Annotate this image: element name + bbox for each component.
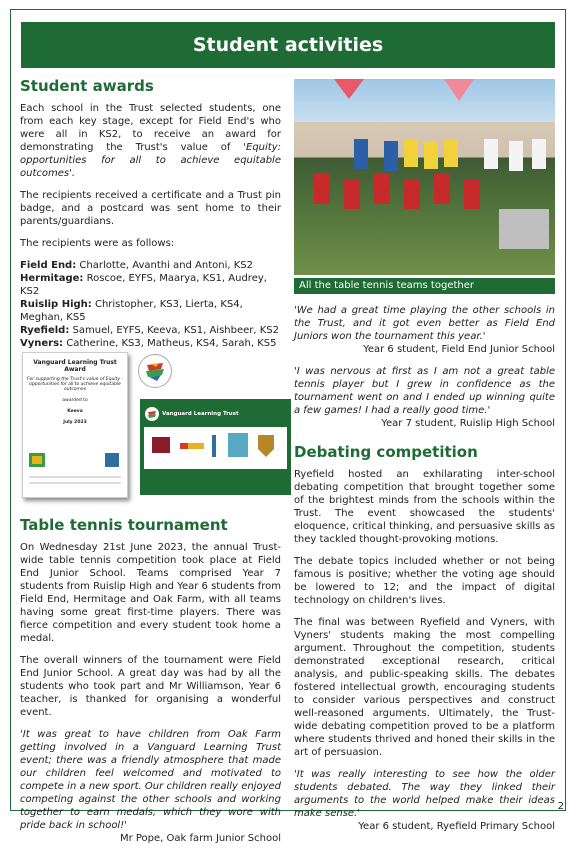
tennis-quote-1: 'It was great to have children from Oak Farm getting involved in a Vanguard Learning Trust event; there was a friendly atmosphere that made our children feel welcomed and motivated to compete in a new sport. Our children really enjoyed competing against the other schools and working together to earn medals, which they wore with pride back in school!': [20, 729, 281, 831]
tennis-quote-1-attribution: Mr Pope, Oak farm Junior School: [119, 833, 281, 844]
tennis-quote-3-attribution: Year 7 student, Ruislip High School: [381, 418, 555, 429]
debating-quote: 'It was really interesting to see how the older students debated. The way they linked their arguments to the world helped make their ideas make sense.': [294, 769, 555, 819]
award-certificate-image: [22, 352, 128, 498]
page-title: Student activities: [21, 22, 555, 68]
recipient-row: Hermitage: Roscoe, EYFS, Maarya, KS1, Audrey, KS2: [20, 273, 267, 297]
postcard-title: Vanguard Learning Trust: [162, 411, 239, 417]
tennis-quote-3: 'I was nervous at first as I am not a great table tennis player but I grew in confidence as the tournament went on and I ended up winning quite a few games! I had a really good time.': [294, 366, 555, 416]
awards-list-intro: The recipients were as follows:: [20, 238, 175, 249]
table-tennis-photo: [294, 79, 555, 275]
recipient-row: Ruislip High: Christopher, KS3, Lierta, KS4, Meghan, KS5: [20, 299, 243, 323]
awards-intro: Each school in the Trust selected students, one from each key stage, except for Field End's who were all in KS2, to receive an award for demonstrating the Trust's value of 'Equity: opportunities for all to achieve equitable outcomes'.: [20, 103, 281, 179]
debating-quote-attribution: Year 6 student, Ryefield Primary School: [358, 821, 555, 832]
tennis-quote-2: 'We had a great time playing the other schools in the Trust, and it got even better as Field End Juniors won the tournament this year.': [294, 305, 555, 342]
debating-heading: Debating competition: [294, 443, 478, 461]
photo-caption: All the table tennis teams together: [294, 278, 555, 294]
debating-paragraph-3: The final was between Ryefield and Vyners, with Vyners' students making the most compelling argument. Throughout the competition, students demonstrated exceptional research, critical analysis, and public-speaking skills. The debates fostered intellectual growth, encouraging students to consider various perspectives and construct well-reasoned arguments. Ultimately, the Trust-wide debating competition proved to be a platform where students thrived and honed their skills in the art of persuasion.: [294, 617, 555, 758]
certificate-title: Vanguard Learning Trust Award: [33, 359, 117, 373]
recipient-row: Vyners: Catherine, KS3, Matheus, KS4, Sarah, KS5: [20, 338, 277, 349]
postcard-image: [140, 399, 291, 495]
tennis-quote-2-attribution: Year 6 student, Field End Junior School: [363, 344, 555, 355]
debating-paragraph-1: Ryefield hosted an exhilarating inter-school debating competition that brought together some of the brightest minds from the schools within the Trust. The event showcased the students' eloquence, critical thinking, and persuasive skills as they tackled thought-provoking motions.: [294, 469, 555, 545]
certificate-date: July 2023: [63, 420, 87, 425]
tennis-left-section: [20, 515, 281, 854]
certificate-footer-graphic: [29, 453, 121, 489]
postcard-logo-icon: [145, 407, 159, 421]
trust-logo-icon: [138, 354, 172, 388]
awards-recipients-text: The recipients received a certificate and a Trust pin badge, and a postcard was sent home to their parents/guardians.: [20, 190, 281, 227]
right-column: [294, 79, 555, 842]
certificate-name: Keeva: [67, 409, 83, 414]
page-number: 2: [557, 801, 564, 812]
certificate-subtitle: For supporting the Trust's value of Equity - opportunities for all to achieve equitable outcomes: [26, 377, 124, 392]
recipients-list: [20, 259, 281, 350]
tennis-paragraph-2: The overall winners of the tournament were Field End Junior School. A great day was had by all the students who took part and Mr Williamson, Year 6 teacher, is thanked for organising a wonderful event.: [20, 655, 281, 718]
debating-paragraph-2: The debate topics included whether or not being famous is positive; whether the voting age should be lowered to 12; and the impact of digital technology on children's lives.: [294, 556, 555, 606]
school-logos-strip: [144, 427, 287, 469]
recipient-row: Field End: Charlotte, Avanthi and Antoni, KS2: [20, 260, 254, 271]
certificate-awarded: awarded to: [62, 398, 88, 403]
awards-heading: Student awards: [20, 77, 154, 95]
tennis-heading: Table tennis tournament: [20, 516, 228, 534]
left-column: [20, 76, 281, 350]
recipient-row: Ryefield: Samuel, EYFS, Keeva, KS1, Aishbeer, KS2: [20, 325, 280, 336]
tennis-paragraph-1: On Wednesday 21st June 2023, the annual Trust-wide table tennis competition took place at Field End Junior School. Teams comprised Year 7 students from Ruislip High and Year 6 students from Field End, Hermitage and Oak Farm, with all teams having some great first-time players. There was fierce competition and every student took home a medal.: [20, 542, 281, 644]
